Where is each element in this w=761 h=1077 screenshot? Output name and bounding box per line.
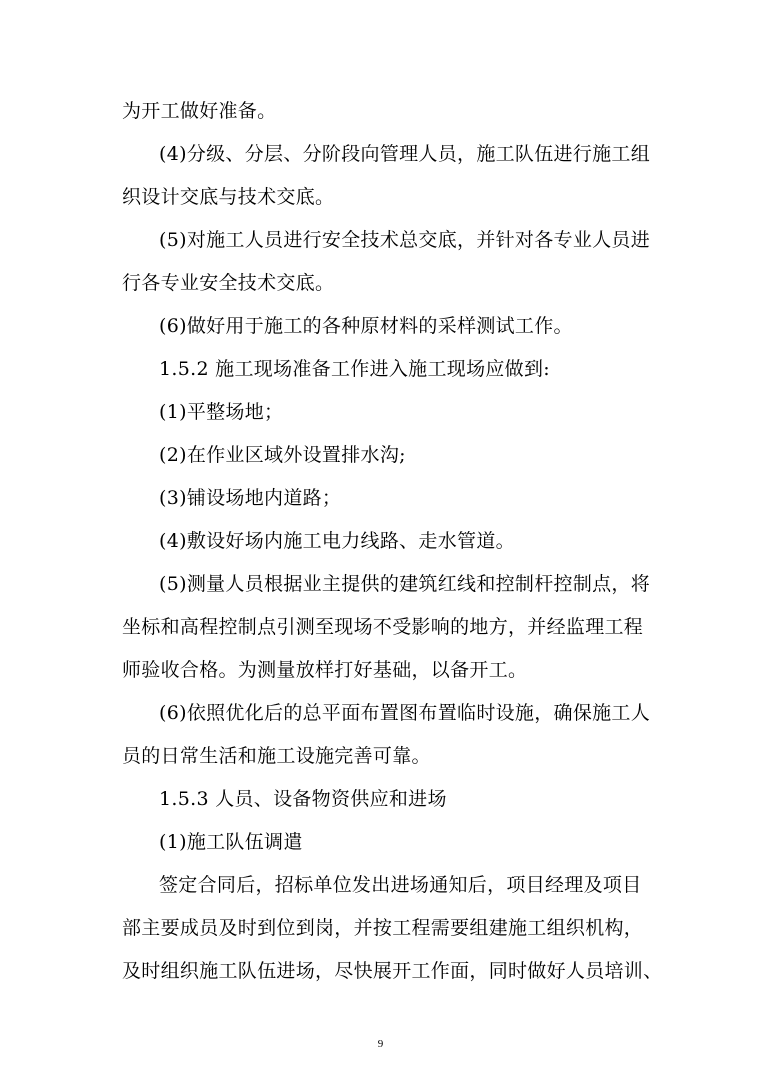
- text-line: (5)对施工人员进行安全技术总交底，并针对各专业人员进: [159, 229, 651, 251]
- text-line: (6)做好用于施工的各种原材料的采样测试工作。: [159, 315, 573, 337]
- text-line: (2)在作业区域外设置排水沟;: [159, 444, 406, 466]
- page-number: 9: [377, 1038, 384, 1050]
- text-line: (4)分级、分层、分阶段向管理人员，施工队伍进行施工组: [159, 143, 651, 165]
- text-line: 签定合同后，招标单位发出进场通知后，项目经理及项目: [159, 874, 642, 896]
- text-line: (5)测量人员根据业主提供的建筑红线和控制杆控制点，将: [159, 573, 651, 595]
- text-line: 师验收合格。为测量放样打好基础，以备开工。: [122, 659, 528, 681]
- text-line: 坐标和高程控制点引测至现场不受影响的地方，并经监理工程: [122, 616, 644, 638]
- text-line: 及时组织施工队伍进场，尽快展开工作面，同时做好人员培训、: [122, 960, 663, 982]
- text-line: (1)平整场地；: [159, 401, 284, 423]
- text-line: (6)依照优化后的总平面布置图布置临时设施，确保施工人: [159, 702, 651, 724]
- section-heading: 1.5.2 施工现场准备工作进入施工现场应做到:: [159, 358, 550, 380]
- text-line: 行各专业安全技术交底。: [122, 272, 335, 294]
- text-line: 为开工做好准备。: [122, 100, 277, 122]
- text-line: (3)铺设场地内道路；: [159, 487, 342, 509]
- text-line: 织设计交底与技术交底。: [122, 186, 335, 208]
- subsection-heading: (1)施工队伍调遣: [159, 831, 303, 853]
- text-line: 员的日常生活和施工设施完善可靠。: [122, 745, 431, 767]
- text-line: (4)敷设好场内施工电力线路、走水管道。: [159, 530, 515, 552]
- section-heading: 1.5.3 人员、设备物资供应和进场: [159, 788, 447, 810]
- text-line: 部主要成员及时到位到岗，并按工程需要组建施工组织机构，: [122, 917, 644, 939]
